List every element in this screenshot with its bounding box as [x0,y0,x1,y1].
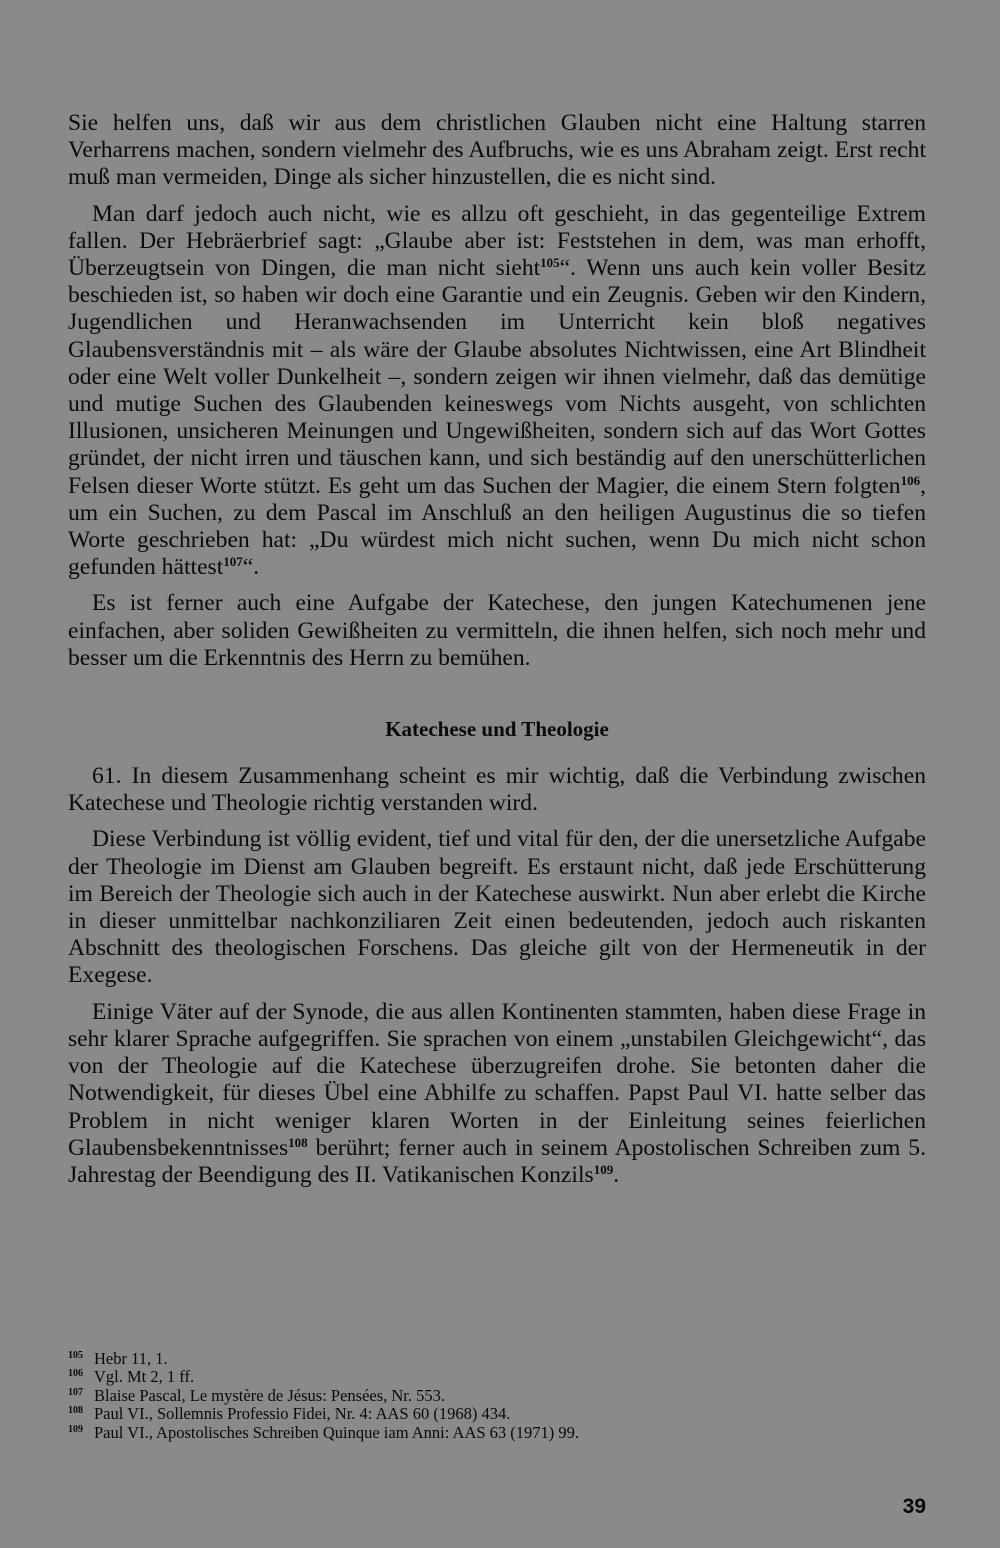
footnotes [68,1350,926,1442]
footnote-reference[interactable]: 107 [223,554,243,570]
paragraph [68,201,926,582]
paragraph-text: Einige Väter auf der Synode, die aus allen Kontinenten stammten, haben diese Frage in sehr klarer Sprache aufgegriffen. Sie sprachen von einem „unstabilen Gleichgewicht“, das von der Theologie auf die Katechese überzugreifen drohe. Sie betonten daher die Notwendigkeit, für dieses Übel eine Abhilfe zu schaffen. Papst Paul VI. hatte selber das Problem in nicht weniger klaren Worten in der Einleitung seines feierlichen Glaubensbekenntnisses [68,998,926,1161]
footnote-text: Vgl. Mt 2, 1 ff. [94,1367,195,1387]
footnote: 108 Paul VI., Sollemnis Professio Fidei, Nr. 4: AAS 60 (1968) 434. [68,1404,511,1424]
paragraph [68,999,926,1189]
paragraph-text: berührt; ferner auch in seinem Apostolischen Schreiben zum 5. Jahrestag der Beendigung des II. Vatikanischen Konzils [68,1134,926,1188]
footnote-text: Paul VI., Apostolisches Schreiben Quinque iam Anni: AAS 63 (1971) 99. [94,1422,580,1442]
paragraph-text: 61. In diesem Zusammenhang scheint es mir wichtig, daß die Verbindung zwischen Katechese und Theologie richtig verstanden wird. [68,763,926,817]
paragraph [68,763,926,817]
footnote-text: Paul VI., Sollemnis Professio Fidei, Nr. 4: AAS 60 (1968) 434. [94,1404,511,1424]
footnote-reference[interactable]: 109 [593,1161,614,1177]
paragraph-text: “. [242,554,260,581]
page-number: 39 [902,1495,926,1518]
paragraph-text: . [613,1161,620,1188]
paragraph-text: “. Wenn uns auch kein voller Besitz beschieden ist, so haben wir doch eine Garantie und ein Zeugnis. Geben wir den Kindern, Jugendlichen und Heranwachsenden im Unterricht kein bloß negatives Glaubensverständnis mit – als wäre der Glaube absolutes Nichtwissen, eine Art Blindheit oder eine Welt voller Dunkelheit –, sondern zeigen wir ihnen vielmehr, daß das demütige und mutige Suchen des Glaubenden keineswegs vom Nichts ausgeht, von schlichten Illusionen, unsicheren Meinungen und Ungewißheiten, sondern sich auf das Wort Gottes gründet, der nicht irren und täuschen kann, und sich beständig auf den unerschütterlichen Felsen dieser Worte stützt. Es geht um das Suchen der Magier, die einem Stern folgten [68,255,926,499]
footnote-text: Blaise Pascal, Le mystère de Jésus: Pensées, Nr. 553. [94,1385,446,1405]
paragraph [68,590,926,672]
footnote: 107 Blaise Pascal, Le mystère de Jésus: Pensées, Nr. 553. [68,1385,446,1405]
footnote: 109 Paul VI., Apostolisches Schreiben Quinque iam Anni: AAS 63 (1971) 99. [68,1422,580,1442]
footnote: 105 Hebr 11, 1. [68,1349,168,1368]
paragraph-text: , um ein Suchen, zu dem Pascal im Anschluß an den heiligen Augustinus die so tiefen Worte geschrieben hat: „Du würdest mich nicht suchen, wenn Du mich nicht schon gefunden hättest [68,472,926,581]
paragraph [68,110,926,192]
paragraph-text: Man darf jedoch auch nicht, wie es allzu oft geschieht, in das gegenteilige Extrem fallen. Der Hebräerbrief sagt: „Glaube aber ist: Feststehen in dem, was man erhofft, Überzeugtsein von Dingen, die man nicht sieht [68,200,926,282]
paragraph [68,826,926,989]
footnote-text: Hebr 11, 1. [94,1349,168,1368]
page-body [68,110,926,1198]
paragraph-text: Es ist ferner auch eine Aufgabe der Katechese, den jungen Katechumenen jene einfachen, aber soliden Gewißheiten zu vermitteln, die ihnen helfen, sich noch mehr und besser um die Erkenntnis des Herrn zu bemühen. [68,590,926,671]
footnote-reference[interactable]: 105 [540,255,560,271]
section-heading: Katechese und Theologie [385,717,609,742]
footnote-reference[interactable]: 106 [900,472,921,488]
paragraph-text: Sie helfen uns, daß wir aus dem christlichen Glauben nicht eine Haltung starren Verharrens machen, sondern vielmehr des Aufbruchs, wie es uns Abraham zeigt. Erst recht muß man vermeiden, Dinge als sicher hinzustellen, die es nicht sind. [68,110,926,191]
footnote-reference[interactable]: 108 [288,1134,308,1150]
paragraph-group-a [68,110,926,672]
footnote: 106 Vgl. Mt 2, 1 ff. [68,1367,195,1387]
paragraph-text: Diese Verbindung ist völlig evident, tief und vital für den, der die unersetzliche Aufgabe der Theologie im Dienst am Glauben begreift. Es erstaunt nicht, daß jede Erschütterung im Bereich der Theologie sich auch in der Katechese auswirkt. Nun aber erlebt die Kirche in dieser unmittelbar nachkonziliaren Zeit einen bedeutenden, jedoch auch riskanten Abschnitt des theologischen Forschens. Das gleiche gilt von der Hermeneutik in der Exegese. [68,826,926,989]
paragraph-group-b [68,763,926,1189]
